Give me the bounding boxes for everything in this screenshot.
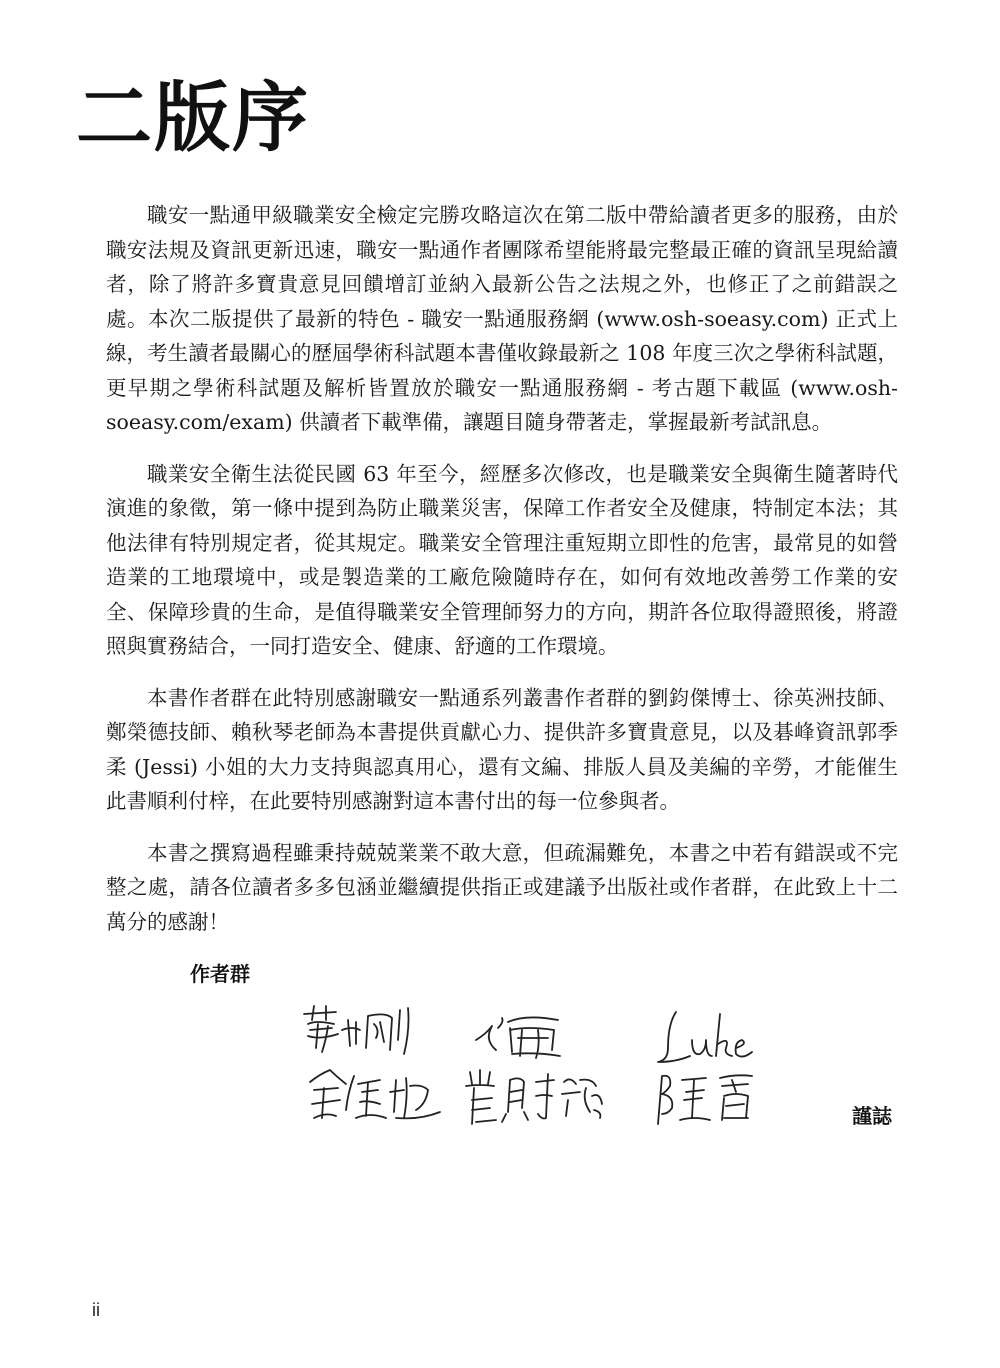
signature-4 bbox=[310, 1070, 440, 1118]
paragraph-3: 本書作者群在此特別感謝職安一點通系列叢書作者群的劉鈞傑博士、徐英洲技師、鄭榮德技師、賴秋琴老師為本書提供貢獻心力、提供許多寶貴意見，以及碁峰資訊郭季柔 (Jessi) 小姐的大力支持與認真用心，還有文編、排版人員及美編的辛勞，才能催生此書順利付梓，在此要特別感謝對這本書付出的每一位參與者。 bbox=[106, 685, 898, 813]
paragraph-1: 職安一點通甲級職業安全檢定完勝攻略這次在第二版中帶給讀者更多的服務，由於職安法規及資訊更新迅速，職安一點通作者團隊希望能將最完整最正確的資訊呈現給讀者，除了將許多寶貴意見回饋增訂並納入最新公告之法規之外，也修正了之前錯誤之處。本次二版提供了最新的特色 - 職安一點通服務網 (www.osh-soeasy.com) 正式上線，考生讀者最關心的歷屆學術科試題本書僅收錄最新之 108 年度三次之學術科試題，更早期之學術科試題及解析皆置放於職安一點通服務網 - 考古題下載區 (www.osh-soeasy.com/exam) 供讀者下載準備，讓題目隨身帶著走，掌握最新考試訊息。 bbox=[106, 203, 898, 434]
paragraph-4: 本書之撰寫過程雖秉持兢兢業業不敢大意，但疏漏難免，本書之中若有錯誤或不完整之處，請各位讀者多多包涵並繼續提供指正或建議予出版社或作者群，在此致上十二萬分的感謝！ bbox=[106, 840, 898, 934]
authors-label: 作者群 bbox=[190, 962, 250, 986]
page-number: ii bbox=[92, 1300, 100, 1320]
preface-body bbox=[106, 198, 898, 956]
signature-6 bbox=[658, 1075, 752, 1124]
handwritten-signatures bbox=[296, 1000, 776, 1130]
page-title: 二版序 bbox=[76, 73, 310, 162]
signature-1 bbox=[304, 1006, 409, 1054]
paragraph-2: 職業安全衛生法從民國 63 年至今，經歷多次修改，也是職業安全與衛生隨著時代演進的象徵，第一條中提到為防止職業災害，保障工作者安全及健康，特制定本法；其他法律有特別規定者，從其規定。職業安全管理注重短期立即性的危害，最常見的如營造業的工地環境中，或是製造業的工廠危險隨時存在，如何有效地改善勞工作業的安全、保障珍貴的生命，是值得職業安全管理師努力的方向，期許各位取得證照後，將證照與實務結合，一同打造安全、健康、舒適的工作環境。 bbox=[106, 461, 898, 658]
signature-2 bbox=[476, 1017, 560, 1058]
closing-remark: 謹誌 bbox=[852, 1104, 892, 1128]
signature-5 bbox=[466, 1070, 602, 1124]
signature-3 bbox=[658, 1012, 752, 1062]
